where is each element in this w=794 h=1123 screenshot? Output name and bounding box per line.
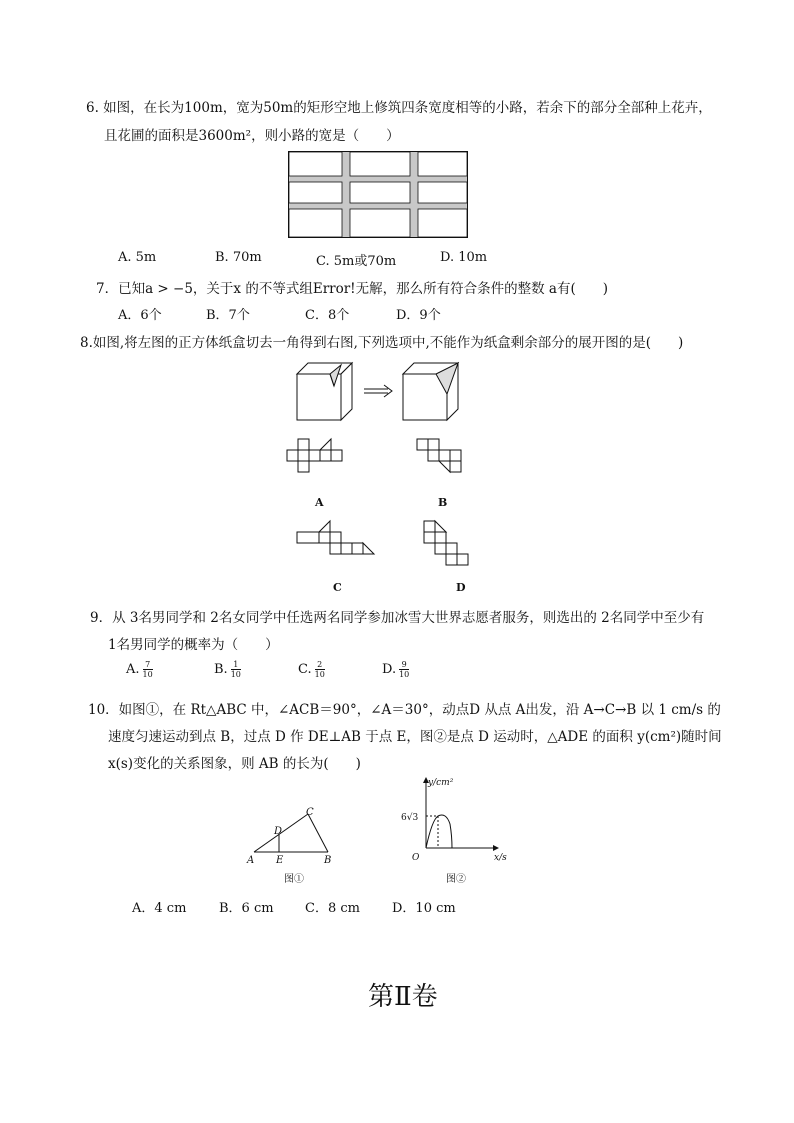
q7-option-d: D．9个	[396, 308, 441, 323]
q9-option-d-letter: D.	[382, 662, 397, 677]
q9-option-a-num: 7	[143, 660, 153, 670]
q10-line1: 10．如图①，在 Rt△ABC 中，∠ACB＝90°，∠A＝30°，动点D 从点 A出发，沿 A→C→B 以 1 cm/s 的	[88, 702, 721, 718]
fig1-label-e: E	[276, 855, 284, 866]
q8-nets-cd	[296, 520, 506, 570]
q9-option-a-fraction	[143, 660, 153, 679]
fig2-ylabel: y/cm²	[428, 778, 454, 788]
fig1-caption: 图①	[284, 874, 304, 885]
q6-option-a: A. 5m	[118, 250, 157, 265]
q9-option-b-letter: B.	[214, 662, 228, 677]
q10-option-b: B．6 cm	[219, 901, 274, 916]
q9-option-b-fraction	[231, 660, 241, 679]
q9-option-a	[126, 660, 153, 679]
fig2-xlabel: x/s	[494, 853, 507, 863]
q9-option-c-num: 2	[315, 660, 325, 670]
fig2-origin: O	[412, 853, 420, 863]
fig2-ytick: 6√3	[401, 813, 419, 823]
q9-option-a-letter: A.	[126, 662, 140, 677]
q7-line: 7．已知a > −5，关于x 的不等式组Error!无解，那么所有符合条件的整数 a有( )	[96, 281, 608, 297]
q6-line2: 且花圃的面积是3600m²，则小路的宽是（ ）	[104, 128, 400, 144]
q10-option-d: D．10 cm	[392, 901, 456, 916]
q9-option-d-fraction	[399, 660, 409, 679]
q8-line: 8.如图,将左图的正方体纸盒切去一角得到右图,下列选项中,不能作为纸盒剩余部分的展开图的是( )	[80, 335, 684, 351]
q7-option-b: B．7个	[206, 308, 250, 323]
q9-option-d-num: 9	[399, 660, 409, 670]
q9-option-b-num: 1	[231, 660, 241, 670]
q9-option-c-fraction	[315, 660, 325, 679]
q6-road-figure	[288, 151, 468, 238]
q10-option-a: A．4 cm	[132, 901, 187, 916]
q9-option-c-den: 10	[314, 670, 325, 679]
q8-label-b: B	[438, 496, 448, 509]
q9-option-c-letter: C.	[298, 662, 312, 677]
q9-option-d	[382, 660, 409, 679]
q10-line2: 速度匀速运动到点 B，过点 D 作 DE⊥AB 于点 E，图②是点 D 运动时，△ADE 的面积 y(cm²)随时间	[108, 729, 722, 745]
fig2-caption: 图②	[446, 874, 466, 885]
q9-option-b	[214, 660, 241, 679]
q8-cube-figure	[296, 362, 466, 424]
q10-line3: x(s)变化的关系图象，则 AB 的长为( )	[108, 756, 361, 772]
q6-option-b: B. 70m	[215, 250, 262, 265]
q9-option-b-den: 10	[230, 670, 241, 679]
fig1-label-a: A	[247, 855, 255, 866]
q7-option-c: C．8个	[305, 308, 350, 323]
q8-nets-ab	[286, 438, 496, 482]
q9-option-d-den: 10	[399, 670, 410, 679]
q9-line2: 1名男同学的概率为（ ）	[108, 637, 279, 653]
q10-figure2	[396, 774, 516, 886]
q9-line1: 9．从 3名男同学和 2名女同学中任选两名同学参加冰雪大世界志愿者服务，则选出的 2名同学中至少有	[90, 610, 705, 626]
q6-option-c: C. 5m或70m	[316, 254, 397, 269]
fig1-label-c: C	[306, 807, 314, 818]
q6-line1: 6. 如图，在长为100m，宽为50m的矩形空地上修筑四条宽度相等的小路，若余下的部分全部种上花卉，	[86, 100, 712, 116]
fig1-label-b: B	[324, 855, 332, 866]
part-title: 第Ⅱ卷	[368, 982, 438, 1012]
q10-figure1	[246, 780, 346, 886]
q8-label-a: A	[315, 496, 324, 509]
q8-label-c: C	[333, 581, 342, 594]
q10-option-c: C．8 cm	[305, 901, 360, 916]
q7-option-a: A．6个	[118, 308, 162, 323]
q8-label-d: D	[456, 581, 466, 594]
q9-option-c	[298, 660, 325, 679]
q6-option-d: D. 10m	[440, 250, 488, 265]
q9-option-a-den: 10	[142, 670, 153, 679]
fig1-label-d: D	[274, 826, 283, 837]
